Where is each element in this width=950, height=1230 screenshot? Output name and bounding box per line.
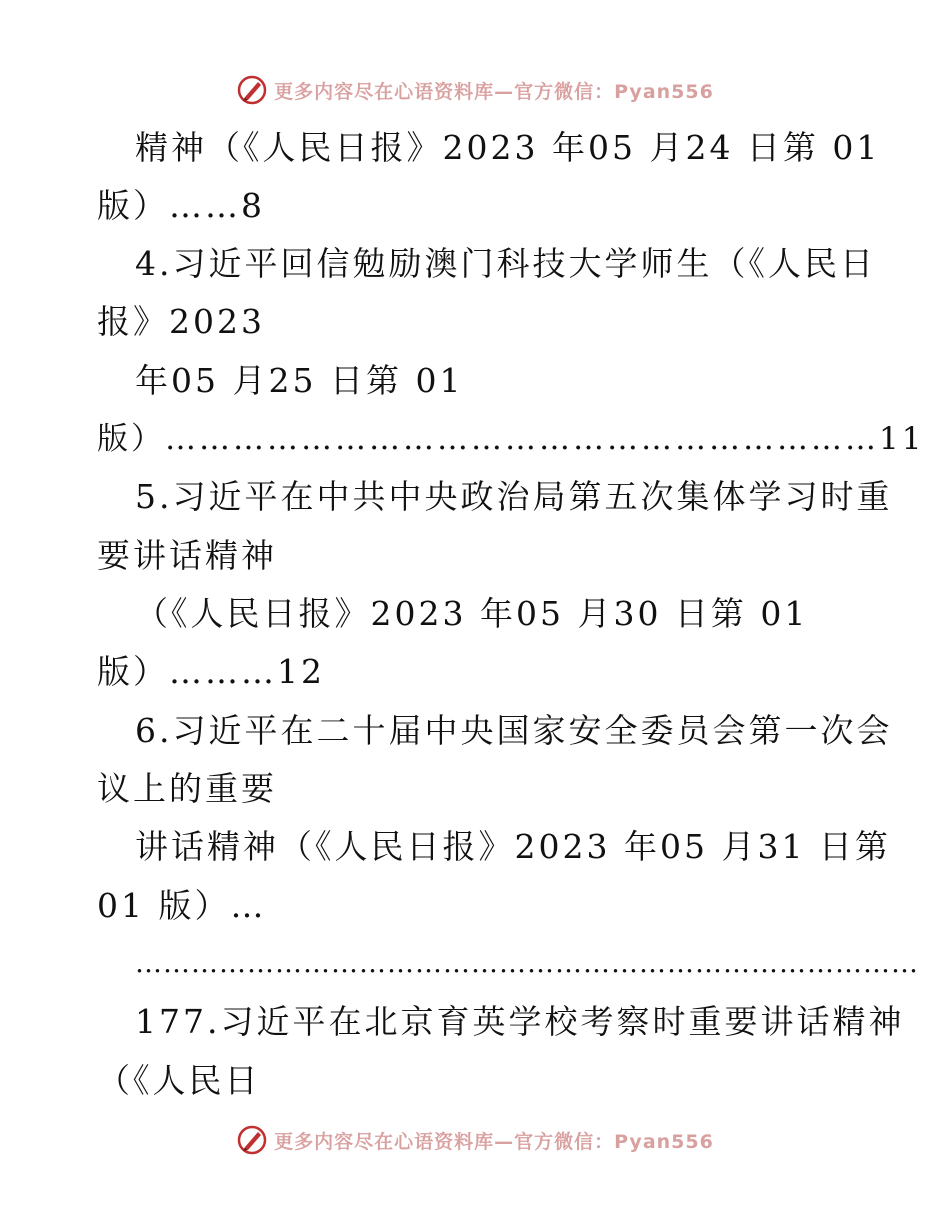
toc-line: 精神（《人民日报》2023 年05 月24 日第 01 [135,128,881,167]
toc-line: 5.习近平在中共中央政治局第五次集体学习时重 [135,477,893,516]
toc-line: 177.习近平在北京育英学校考察时重要讲话精神 [135,1002,905,1041]
toc-line: 讲话精神（《人民日报》2023 年05 月31 日第 [135,827,891,866]
toc-line: 01 版）… [97,886,267,925]
toc-line: 版）………12 [97,652,325,691]
toc-line: （《人民日报》2023 年05 月30 日第 01 [135,594,809,633]
toc-line: 要讲话精神 [97,536,277,575]
toc-line: 版）……8 [97,186,265,225]
toc-line: （《人民日 [97,1061,261,1100]
pen-logo-icon [236,1124,268,1156]
toc-line: 议上的重要 [97,769,277,808]
watermark-text: 更多内容尽在心语资料库—官方微信：Pyan556 [274,1130,714,1153]
toc-line: ………………………………………………………………………… [135,948,919,979]
header-watermark-banner [0,70,950,110]
pen-logo-icon [236,74,268,106]
toc-line: 版）………………………………………………………11 [97,421,925,457]
watermark-text: 更多内容尽在心语资料库—官方微信：Pyan556 [274,80,714,103]
toc-line: 4.习近平回信勉励澳门科技大学师生（《人民日 [135,244,876,283]
footer-watermark-banner [0,1120,950,1160]
toc-line: 报》2023 [97,302,265,341]
toc-line: 6.习近平在二十届中央国家安全委员会第一次会 [135,711,893,750]
toc-line: 年05 月25 日第 01 [135,361,464,400]
